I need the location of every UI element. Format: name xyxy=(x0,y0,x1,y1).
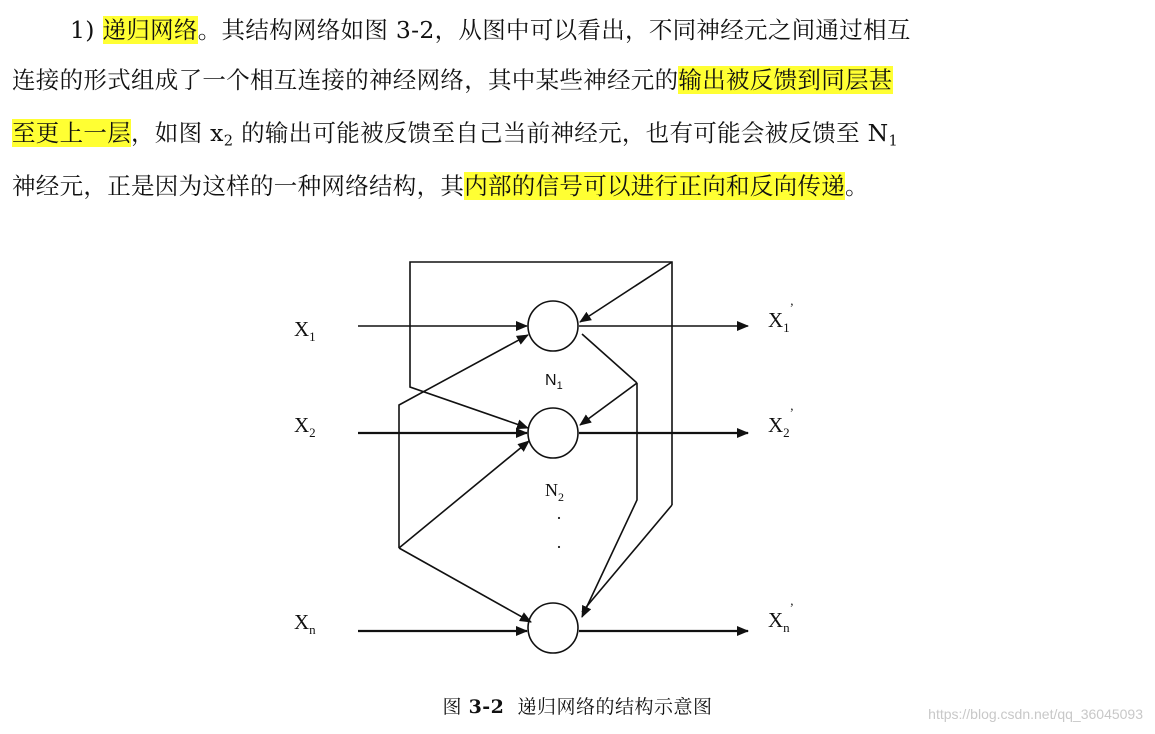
line-3-text-b: 的输出可能被反馈至自己当前神经元，也有可能会被反馈至 N xyxy=(233,119,889,147)
line-3-text-a: ，如图 x xyxy=(131,119,224,147)
line-4-text: 神经元，正是因为这样的一种网络结构，其 xyxy=(12,172,465,200)
output-label-n: $X_n^’$ xyxy=(768,600,795,635)
neuron-label-n2: $N_2$ xyxy=(545,480,564,504)
ellipsis-dot: · xyxy=(556,508,562,528)
neuron-2 xyxy=(528,408,578,458)
line-2-text: 连接的形式组成了一个相互连接的神经网络，其中某些神经元的 xyxy=(12,66,679,94)
highlight-recurrent-network: 递归网络 xyxy=(102,16,198,44)
input-label-2: $X_2$ xyxy=(294,413,316,440)
highlight-upper-layer: 至更上一层 xyxy=(12,119,131,147)
output-label-1: $X_1^’$ xyxy=(768,300,795,335)
link-n1-right xyxy=(582,334,637,383)
input-label-1: $X_1$ xyxy=(294,317,316,344)
hub-to-n1 xyxy=(399,335,528,548)
ellipsis-dot: · xyxy=(556,537,562,557)
caption-text: 递归网络的结构示意图 xyxy=(517,696,713,718)
input-label-n: $X_n$ xyxy=(294,610,316,637)
link-to-n2 xyxy=(580,383,637,425)
caption-number: 3-2 xyxy=(468,696,505,718)
line-1-text: 。其结构网络如图 3-2，从图中可以看出，不同神经元之间通过相互 xyxy=(197,16,911,44)
subscript: 2 xyxy=(223,132,234,150)
neuron-1 xyxy=(528,301,578,351)
subscript: 1 xyxy=(888,132,899,150)
line-4-end: 。 xyxy=(845,172,869,200)
watermark: https://blog.csdn.net/qq_36045093 xyxy=(928,706,1143,722)
hub-to-nn xyxy=(399,548,531,622)
neuron-n xyxy=(528,603,578,653)
feedback-to-n1 xyxy=(580,262,672,322)
highlight-signal-direction: 内部的信号可以进行正向和反向传递 xyxy=(464,172,846,200)
feedback-loop-to-n2 xyxy=(410,262,672,505)
hub-to-n2 xyxy=(399,441,529,548)
highlight-feedback: 输出被反馈到同层甚 xyxy=(678,66,893,94)
list-number: 1) xyxy=(70,16,95,44)
neuron-label-n1: $N_1$ xyxy=(545,372,563,392)
output-label-2: $X_2^’$ xyxy=(768,405,795,440)
caption-prefix: 图 xyxy=(442,696,463,718)
